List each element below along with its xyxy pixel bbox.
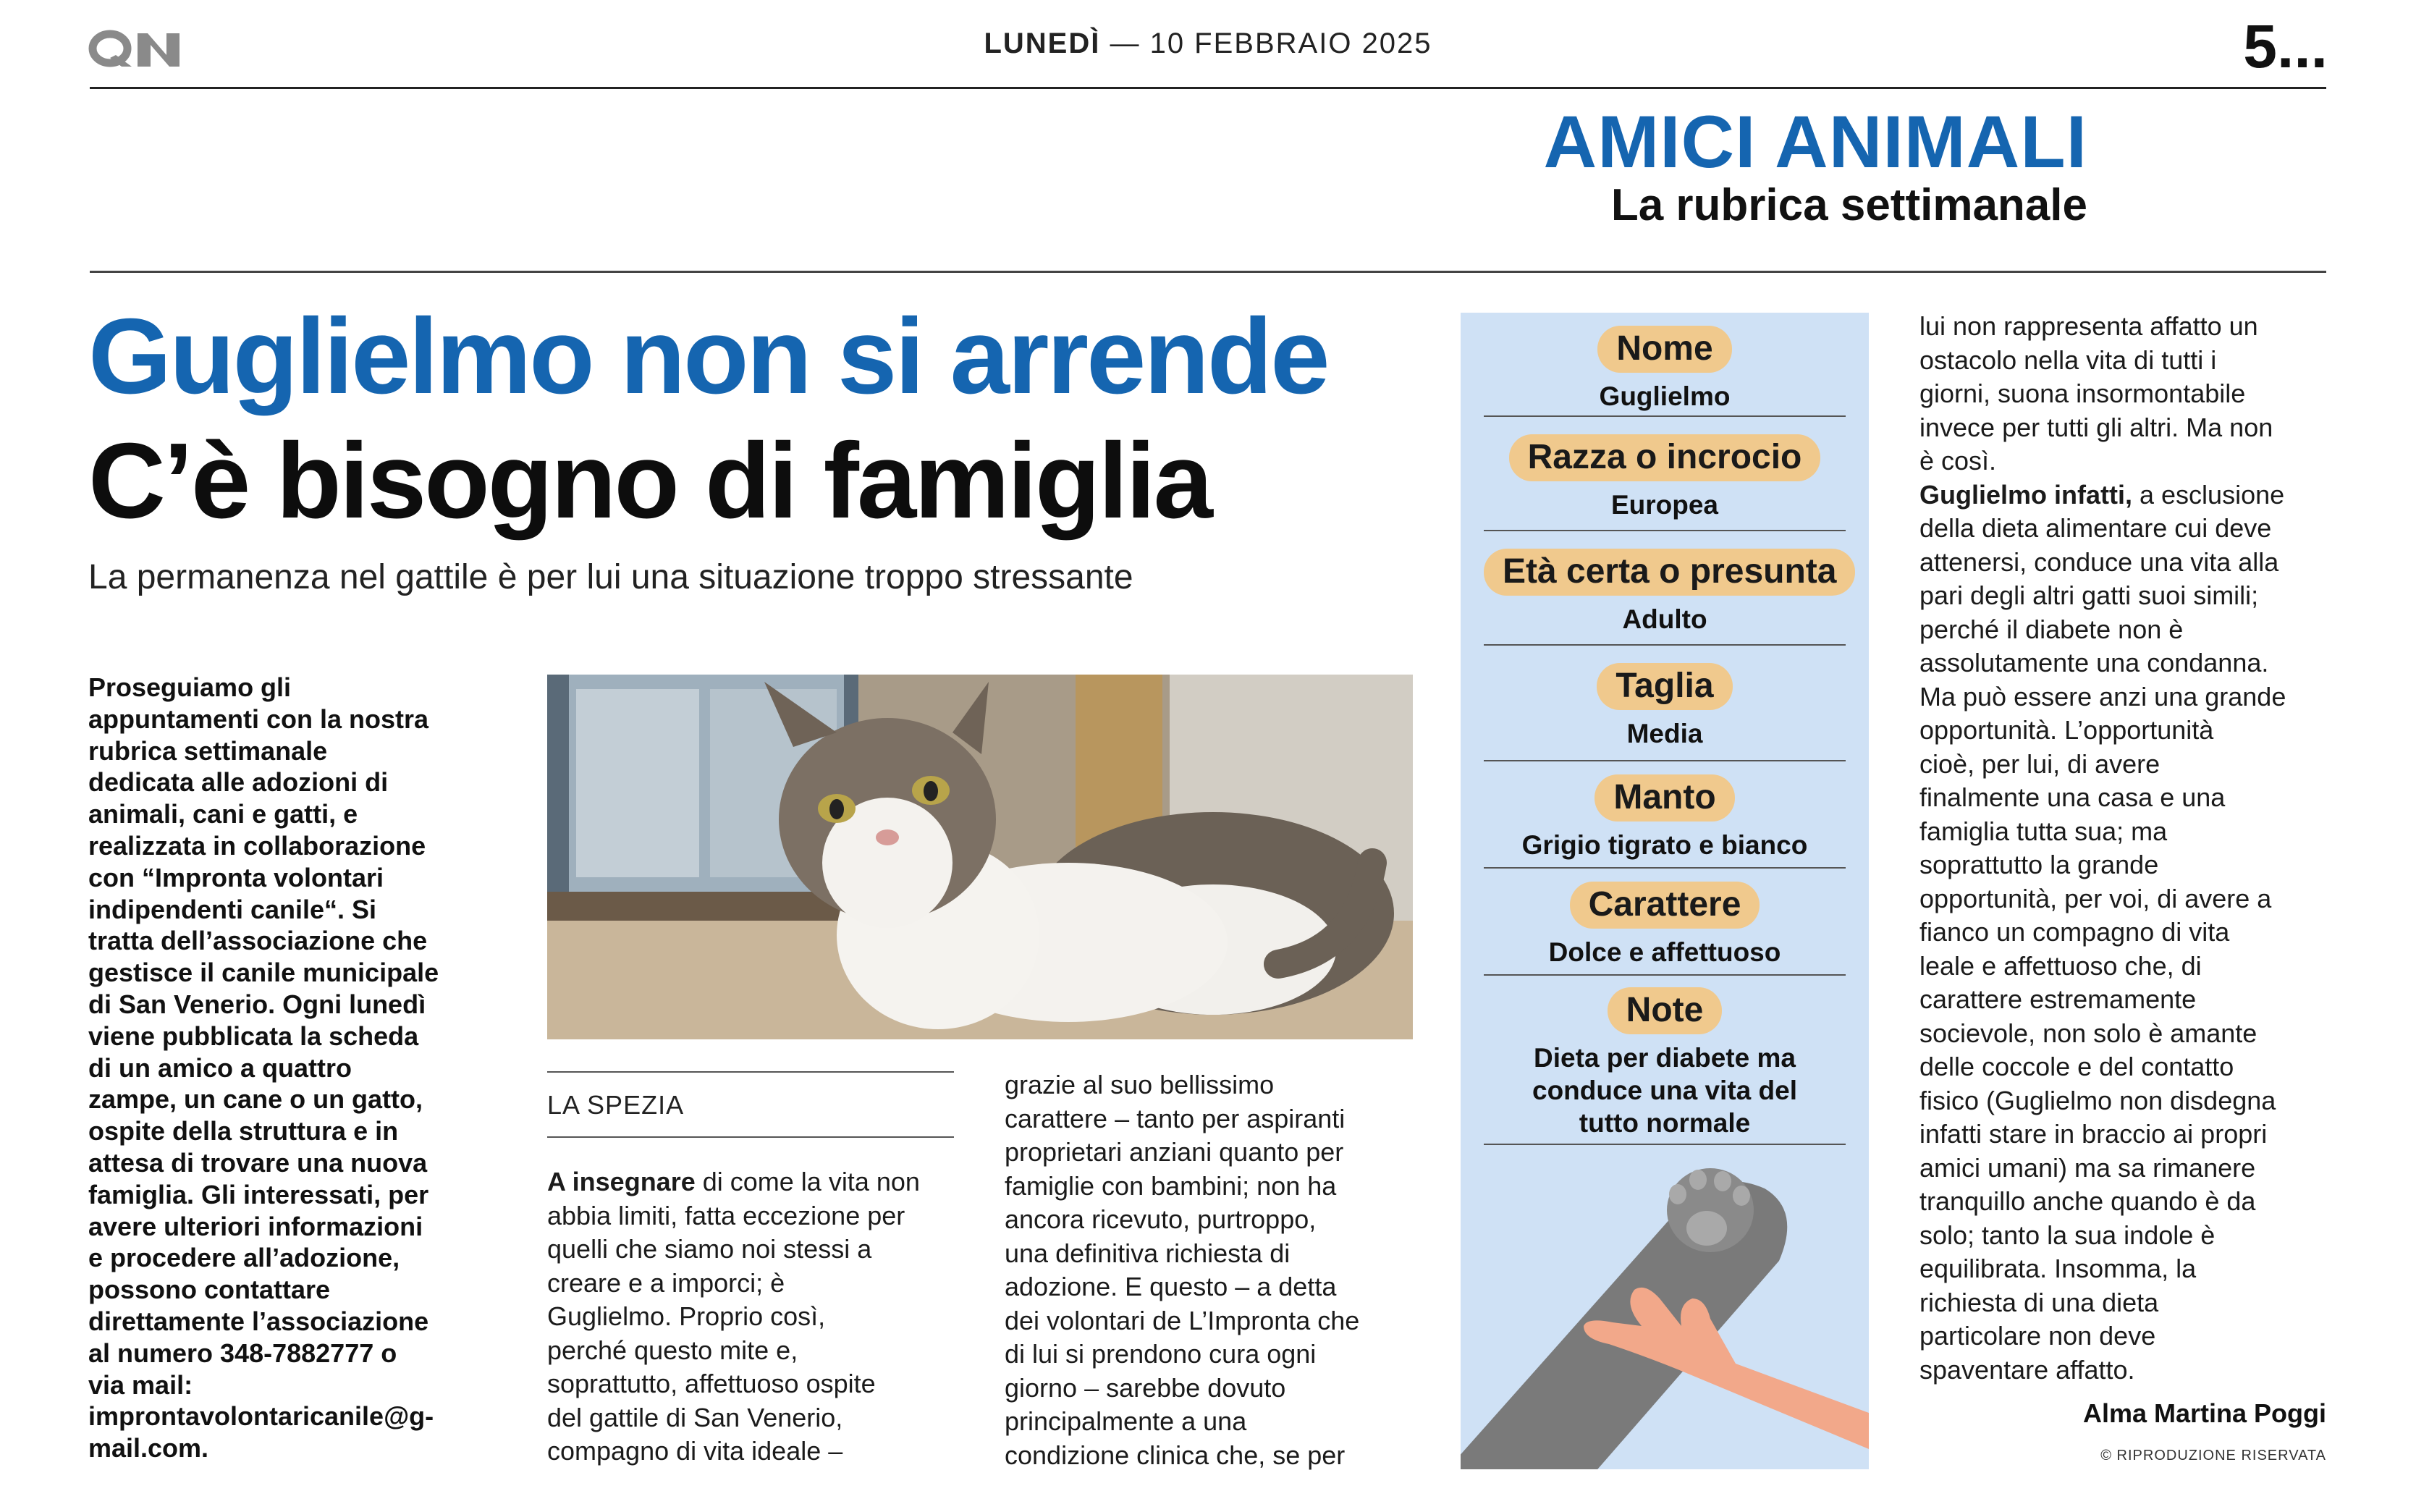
body-line (1919, 478, 2332, 512)
intro-line: improntavolontaricanile@g- (88, 1401, 434, 1432)
body-line: richiesta di una dieta (1919, 1287, 2159, 1317)
card-field-nome (1484, 326, 1846, 413)
body-line: delle coccole e del contatto (1919, 1052, 2234, 1081)
field-value-line: Dieta per diabete ma (1534, 1043, 1796, 1073)
rubric-intro (88, 672, 472, 1464)
card-field-razza (1484, 434, 1846, 521)
body-line: amici umani) ma sa rimanere (1919, 1152, 2256, 1183)
body-line: del gattile di San Venerio, (547, 1402, 843, 1432)
body-line: opportunità. L’opportunità (1919, 715, 2214, 745)
body-line: tranquillo anche quando è da (1919, 1186, 2256, 1216)
body-line: equilibrata. Insomma, la (1919, 1254, 2197, 1283)
intro-line: rubrica settimanale (88, 735, 328, 766)
section-title: AMICI ANIMALI (1543, 101, 2087, 183)
intro-line: animali, cani e gatti, e (88, 799, 358, 829)
card-field-carattere (1484, 882, 1846, 968)
dateline (0, 28, 2416, 60)
field-value: Grigio tigrato e bianco (1521, 830, 1808, 860)
field-divider (1484, 974, 1846, 976)
body-line: Guglielmo. Proprio così, (547, 1301, 826, 1331)
section-divider (90, 271, 2326, 273)
body-line (547, 1165, 974, 1199)
article-column-1 (547, 1165, 974, 1469)
intro-line: attesa di trovare una nuova (88, 1147, 428, 1178)
card-field-manto (1484, 774, 1846, 861)
page-number: 5... (2243, 12, 2328, 80)
field-label: Taglia (1597, 663, 1732, 710)
intro-line: dedicata alle adozioni di (88, 767, 389, 798)
intro-line: direttamente l’associazione (88, 1306, 429, 1336)
body-line: attenersi, conduce una vita alla (1919, 546, 2279, 577)
lead-in: Guglielmo infatti, (1919, 479, 2132, 510)
body-line: ancora ricevuto, purtroppo, (1005, 1204, 1317, 1234)
intro-line: di San Venerio. Ogni lunedì (88, 989, 426, 1019)
field-value: Media (1626, 719, 1703, 748)
issue-date: 10 FEBBRAIO 2025 (1149, 28, 1432, 59)
cat-photo (547, 675, 1413, 1039)
section-subtitle: La rubrica settimanale (1610, 180, 2087, 230)
intro-line: di un amico a quattro (88, 1052, 352, 1083)
body-line: abbia limiti, fatta eccezione per (547, 1200, 905, 1230)
field-value: Europea (1610, 490, 1719, 520)
field-label: Carattere (1570, 882, 1760, 929)
body-line: solo; tanto la sua indole è (1919, 1220, 2216, 1250)
body-line: socievole, non solo è amante (1919, 1018, 2257, 1048)
intro-line: zampe, un cane o un gatto, (88, 1084, 423, 1115)
field-divider (1484, 867, 1846, 869)
intro-line: con “Impronta volontari (88, 862, 384, 892)
intro-line: avere ulteriori informazioni (88, 1211, 423, 1241)
intro-line: indipendenti canile“. Si (88, 894, 377, 924)
body-line: famiglia tutta sua; ma (1919, 816, 2168, 846)
dateline-dash: — (1110, 28, 1150, 59)
article-column-3 (1919, 310, 2332, 1387)
body-line: di lui si prendono cura ogni (1005, 1339, 1317, 1369)
body-line: soprattutto, affettuoso ospite (547, 1369, 876, 1398)
field-label: Manto (1595, 774, 1734, 822)
intro-line: al numero 348-7882777 o (88, 1338, 397, 1368)
intro-line: via mail: (88, 1369, 193, 1400)
intro-line: appuntamenti con la nostra (88, 704, 429, 734)
body-line: finalmente una casa e una (1919, 782, 2226, 812)
body-line: principalmente a una (1005, 1406, 1247, 1436)
body-line: soprattutto la grande (1919, 850, 2159, 879)
body-line: spaventare affatto. (1919, 1354, 2135, 1385)
body-line: pari degli altri gatti suoi simili; (1919, 580, 2259, 610)
field-value: Adulto (1622, 604, 1707, 634)
body-line: proprietari anziani quanto per (1005, 1137, 1344, 1167)
body-line: invece per tutti gli altri. Ma non (1919, 412, 2273, 442)
kicker-rule-top (547, 1071, 954, 1073)
lead-in: A insegnare (547, 1167, 696, 1196)
body-line: lui non rappresenta affatto un (1919, 311, 2258, 341)
field-divider (1484, 644, 1846, 646)
article-location: LA SPEZIA (547, 1090, 685, 1120)
body-line: assolutamente una condanna. (1919, 648, 2269, 677)
field-label: Note (1608, 987, 1723, 1034)
field-value-line: conduce una vita del (1532, 1076, 1797, 1105)
intro-line: viene pubblicata la scheda (88, 1021, 419, 1051)
field-value: Guglielmo (1599, 381, 1731, 411)
intro-line: gestisce il canile municipale (88, 958, 439, 988)
card-field-eta (1484, 549, 1846, 635)
body-line: creare e a imporci; è (547, 1267, 785, 1298)
masthead-divider (90, 87, 2326, 89)
intro-line: mail.com. (88, 1433, 209, 1464)
article-headline-secondary: C’è bisogno di famiglia (88, 421, 1211, 541)
kicker-rule-bottom (547, 1136, 954, 1138)
adoption-info-card (1461, 313, 1869, 1469)
article-column-2 (1005, 1068, 1410, 1472)
body-line: adozione. E questo – a detta (1005, 1272, 1337, 1301)
body-line: carattere estremamente (1919, 984, 2197, 1014)
field-value: Dolce e affettuoso (1548, 937, 1781, 967)
field-divider (1484, 530, 1846, 531)
body-line: è così. (1919, 446, 1997, 476)
article-headline: Guglielmo non si arrende (88, 297, 1328, 416)
cat-paw-and-human-hand-icon (1461, 1109, 1869, 1469)
body-line: dei volontari de L’Impronta che (1005, 1305, 1360, 1335)
intro-line: Proseguiamo gli (88, 672, 292, 702)
body-line: ostacolo nella vita di tutti i (1919, 345, 2217, 375)
body-line: opportunità, per voi, di avere a (1919, 883, 2272, 913)
intro-line: famiglia. Gli interessati, per (88, 1179, 429, 1209)
field-divider (1484, 415, 1846, 417)
body-line: perché il diabete non è (1919, 614, 2184, 644)
field-label: Età certa o presunta (1484, 549, 1855, 596)
article-summary: La permanenza nel gattile è per lui una situazione troppo stressante (88, 558, 1133, 596)
field-value-line: tutto normale (1579, 1108, 1751, 1138)
card-field-taglia (1484, 663, 1846, 750)
body-line: perché questo mite e, (547, 1335, 798, 1365)
intro-line: tratta dell’associazione che (88, 926, 428, 956)
body-line: una definitiva richiesta di (1005, 1238, 1291, 1268)
body-line: grazie al suo bellissimo (1005, 1070, 1275, 1099)
body-line: leale e affettuoso che, di (1919, 950, 2202, 981)
intro-line: possono contattare (88, 1275, 331, 1305)
body-line: quelli che siamo noi stessi a (547, 1234, 872, 1264)
body-line: Ma può essere anzi una grande (1919, 681, 2286, 711)
body-line: famiglie con bambini; non ha (1005, 1170, 1337, 1201)
body-text: a esclusione (2132, 479, 2285, 510)
body-line: fisico (Guglielmo non disdegna (1919, 1085, 2276, 1115)
field-label: Razza o incrocio (1509, 434, 1821, 481)
intro-line: realizzata in collaborazione (88, 830, 426, 861)
body-line: carattere – tanto per aspiranti (1005, 1103, 1346, 1133)
field-label: Nome (1597, 326, 1731, 373)
body-text: di come la vita non (695, 1167, 920, 1196)
body-line: compagno di vita ideale – (547, 1436, 843, 1466)
tabby-white-cat-photo-icon (547, 675, 1413, 1039)
body-line: fianco un compagno di vita (1919, 917, 2230, 947)
author-byline: Alma Martina Poggi (2082, 1398, 2326, 1428)
intro-line: ospite della struttura e in (88, 1116, 399, 1146)
copyright-notice: © RIPRODUZIONE RISERVATA (2100, 1448, 2326, 1464)
body-line: della dieta alimentare cui deve (1919, 513, 2272, 543)
body-line: particolare non deve (1919, 1321, 2156, 1351)
intro-line: e procedere all’adozione, (88, 1243, 400, 1273)
body-line: infatti stare in braccio ai propri (1919, 1119, 2268, 1149)
body-line: condizione clinica che, se per (1005, 1440, 1346, 1470)
field-divider (1484, 760, 1846, 761)
body-line: giorni, suona insormontabile (1919, 379, 2246, 408)
body-line: cioè, per lui, di avere (1919, 748, 2161, 779)
issue-day: LUNEDÌ (984, 28, 1101, 59)
body-line: giorno – sarebbe dovuto (1005, 1372, 1286, 1403)
